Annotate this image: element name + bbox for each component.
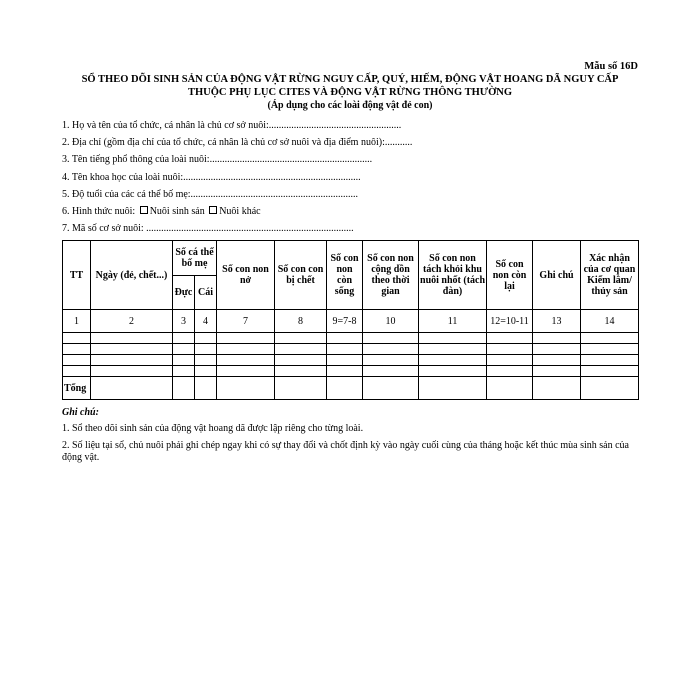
header-tt: TT <box>63 241 91 310</box>
empty-cell[interactable] <box>217 333 275 344</box>
empty-cell[interactable] <box>327 333 363 344</box>
empty-cell[interactable] <box>581 333 639 344</box>
header-female: Cái <box>195 276 217 310</box>
header-confirm: Xác nhận của cơ quan Kiểm lâm/ thủy sản <box>581 241 639 310</box>
empty-cell[interactable] <box>363 366 419 377</box>
info-fields <box>62 120 638 235</box>
note-2: 2. Số liệu tại sổ, chủ nuôi phải ghi chép ngay khi có sự thay đổi và chốt định kỳ vào ngày cuối cùng của tháng hoặc kết thúc mùa sinh sản của động vật. <box>62 440 629 464</box>
empty-cell[interactable] <box>195 355 217 366</box>
empty-cell[interactable] <box>581 355 639 366</box>
index-cell: 12=10-11 <box>487 310 533 333</box>
index-cell: 13 <box>533 310 581 333</box>
header-note: Ghi chú <box>533 241 581 310</box>
empty-cell[interactable] <box>533 333 581 344</box>
empty-cell[interactable] <box>91 333 173 344</box>
empty-cell[interactable] <box>275 377 327 400</box>
index-cell: 8 <box>275 310 327 333</box>
empty-cell[interactable] <box>363 355 419 366</box>
field-owner-name: 1. Họ và tên của tổ chức, cá nhân là chủ cơ sở nuôi:..................................................... <box>62 120 402 131</box>
index-cell: 2 <box>91 310 173 333</box>
option-breeding-label: Nuôi sinh sản <box>149 205 205 217</box>
empty-cell[interactable] <box>363 377 419 400</box>
header-alive: Số con non còn sống <box>327 241 363 310</box>
empty-cell[interactable] <box>173 333 195 344</box>
document-subtitle: (Áp dụng cho các loài động vật đẻ con) <box>267 100 433 111</box>
table-row <box>63 344 639 355</box>
header-dead: Số con con bị chết <box>275 241 327 310</box>
form-page <box>62 60 638 469</box>
empty-cell[interactable] <box>327 377 363 400</box>
empty-cell[interactable] <box>487 355 533 366</box>
empty-cell[interactable] <box>195 333 217 344</box>
header-newborn: Số con non nở <box>217 241 275 310</box>
total-label: Tổng <box>63 377 91 400</box>
empty-cell[interactable] <box>275 355 327 366</box>
empty-cell[interactable] <box>63 333 91 344</box>
empty-cell[interactable] <box>91 366 173 377</box>
document-title-line1: SỔ THEO DÕI SINH SẢN CỦA ĐỘNG VẬT RỪNG NGUY CẤP, QUÝ, HIẾM, ĐỘNG VẬT HOANG DÃ NGUY CẤP <box>81 74 619 85</box>
empty-cell[interactable] <box>275 344 327 355</box>
empty-cell[interactable] <box>419 355 487 366</box>
form-code: Mẫu số 16D <box>584 61 638 72</box>
field-common-name: 3. Tên tiếng phổ thông của loài nuôi:................................................................. <box>62 154 373 166</box>
empty-cell[interactable] <box>63 344 91 355</box>
notes-title: Ghi chú: <box>62 407 99 419</box>
empty-cell[interactable] <box>195 366 217 377</box>
empty-cell[interactable] <box>173 366 195 377</box>
field-scientific-name: 4. Tên khoa học của loài nuôi:....................................................................... <box>62 171 361 183</box>
empty-cell[interactable] <box>173 377 195 400</box>
empty-cell[interactable] <box>275 366 327 377</box>
header-cumulative: Số con non cộng dồn theo thời gian <box>363 241 419 310</box>
empty-cell[interactable] <box>91 344 173 355</box>
option-other-label: Nuôi khác <box>219 205 261 217</box>
empty-cell[interactable] <box>91 355 173 366</box>
empty-cell[interactable] <box>63 366 91 377</box>
field-facility-code: 7. Mã số cơ sở nuôi: ................................................................................... <box>62 223 354 235</box>
table-index-row <box>63 310 639 333</box>
header-male: Đực <box>173 276 195 310</box>
index-cell: 7 <box>217 310 275 333</box>
header-parents: Số cá thể bố mẹ <box>173 241 217 276</box>
empty-cell[interactable] <box>419 366 487 377</box>
table-total-row <box>63 377 639 400</box>
index-cell: 9=7-8 <box>327 310 363 333</box>
empty-cell[interactable] <box>419 377 487 400</box>
header-date: Ngày (đẻ, chết...) <box>91 241 173 310</box>
table-row <box>63 355 639 366</box>
empty-cell[interactable] <box>327 366 363 377</box>
empty-cell[interactable] <box>91 377 173 400</box>
checkbox-other[interactable] <box>209 206 217 214</box>
empty-cell[interactable] <box>173 355 195 366</box>
empty-cell[interactable] <box>327 344 363 355</box>
table-row <box>63 333 639 344</box>
empty-cell[interactable] <box>363 333 419 344</box>
checkbox-breeding[interactable] <box>140 206 148 214</box>
index-cell: 4 <box>195 310 217 333</box>
empty-cell[interactable] <box>217 366 275 377</box>
empty-cell[interactable] <box>419 333 487 344</box>
empty-cell[interactable] <box>533 355 581 366</box>
empty-cell[interactable] <box>275 333 327 344</box>
header-remaining: Số con non còn lại <box>487 241 533 310</box>
empty-cell[interactable] <box>581 377 639 400</box>
index-cell: 10 <box>363 310 419 333</box>
empty-cell[interactable] <box>581 344 639 355</box>
empty-cell[interactable] <box>217 344 275 355</box>
header-separated: Số con non tách khỏi khu nuôi nhốt (tách đàn) <box>419 241 487 310</box>
empty-cell[interactable] <box>327 355 363 366</box>
notes-section <box>62 406 638 464</box>
note-1: 1. Sổ theo dõi sinh sản của động vật hoang dã được lập riêng cho từng loài. <box>62 423 364 435</box>
empty-cell[interactable] <box>195 377 217 400</box>
document-title-line2: THUỘC PHỤ LỤC CITES VÀ ĐỘNG VẬT RỪNG THÔNG THƯỜNG <box>187 87 513 98</box>
empty-cell[interactable] <box>487 366 533 377</box>
empty-cell[interactable] <box>217 355 275 366</box>
empty-cell[interactable] <box>487 333 533 344</box>
empty-cell[interactable] <box>533 366 581 377</box>
empty-cell[interactable] <box>487 377 533 400</box>
empty-cell[interactable] <box>533 377 581 400</box>
index-cell: 11 <box>419 310 487 333</box>
index-cell: 1 <box>63 310 91 333</box>
empty-cell[interactable] <box>173 344 195 355</box>
field-parent-age: 5. Độ tuổi của các cá thể bố mẹ:................................................................... <box>62 188 359 200</box>
empty-cell[interactable] <box>363 344 419 355</box>
empty-cell[interactable] <box>63 355 91 366</box>
empty-cell[interactable] <box>419 344 487 355</box>
table-row <box>63 366 639 377</box>
empty-cell[interactable] <box>195 344 217 355</box>
empty-cell[interactable] <box>217 377 275 400</box>
field-breeding-type <box>62 206 638 218</box>
index-cell: 14 <box>581 310 639 333</box>
empty-cell[interactable] <box>533 344 581 355</box>
empty-cell[interactable] <box>581 366 639 377</box>
field-breeding-type-label: 6. Hình thức nuôi: <box>62 205 136 217</box>
empty-cell[interactable] <box>487 344 533 355</box>
breeding-log-table <box>62 240 639 400</box>
field-address: 2. Địa chỉ (gồm địa chỉ của tổ chức, cá nhân là chủ cơ sở nuôi và địa điểm nuôi):........... <box>62 137 413 149</box>
index-cell: 3 <box>173 310 195 333</box>
